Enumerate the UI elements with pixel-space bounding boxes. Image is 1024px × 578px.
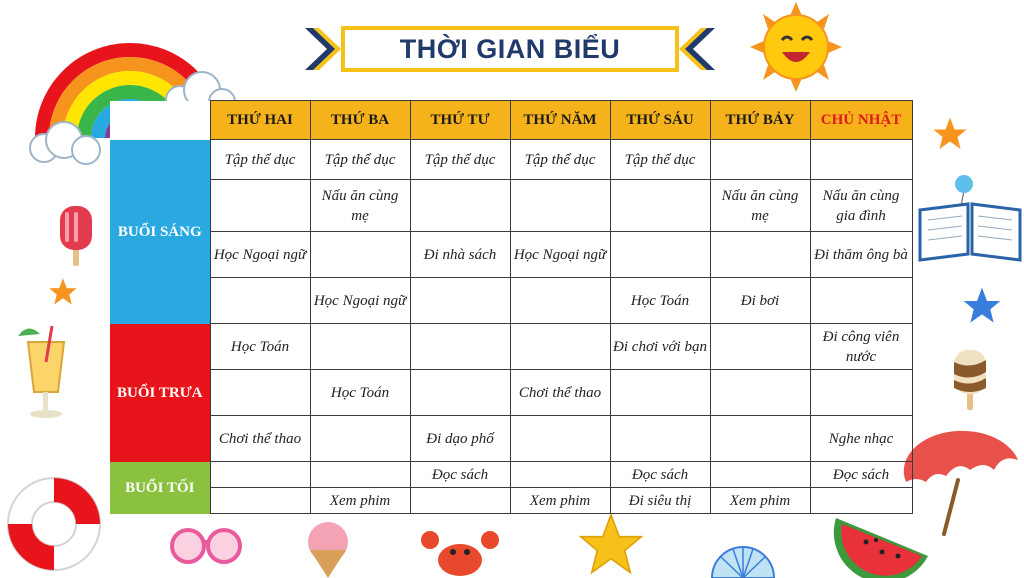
table-cell [510, 324, 610, 370]
header-row [110, 101, 912, 140]
table-cell: Đi siêu thị [610, 488, 710, 514]
table-cell: Xem phim [510, 488, 610, 514]
table-row [110, 462, 912, 488]
table-cell [210, 278, 310, 324]
table-cell: Học Ngoại ngữ [510, 232, 610, 278]
table-cell: Tập thể dục [410, 140, 510, 180]
corner-cell [110, 101, 210, 140]
table-cell: Học Toán [210, 324, 310, 370]
table-cell: Học Toán [610, 278, 710, 324]
day-header-saturday: THỨ BẢY [710, 101, 810, 140]
starfish-icon [578, 512, 644, 578]
table-row [110, 180, 912, 232]
table-cell: Đi nhà sách [410, 232, 510, 278]
table-row [110, 488, 912, 514]
table-cell [610, 370, 710, 416]
juice-glass-icon [8, 322, 80, 422]
table-row [110, 416, 912, 462]
table-row [110, 278, 912, 324]
day-header-tuesday: THỨ BA [310, 101, 410, 140]
table-row [110, 324, 912, 370]
sunglasses-icon [168, 516, 244, 568]
table-cell: Tập thể dục [310, 140, 410, 180]
day-header-friday: THỨ SÁU [610, 101, 710, 140]
table-cell: Nghe nhạc [810, 416, 912, 462]
day-header-wednesday: THỨ TƯ [410, 101, 510, 140]
table-cell [710, 462, 810, 488]
table-cell [210, 462, 310, 488]
table-cell [510, 180, 610, 232]
table-cell: Tập thể dục [210, 140, 310, 180]
sun-icon [748, 2, 844, 92]
ice-cream-cone-icon [298, 520, 358, 578]
star-icon [48, 277, 78, 307]
session-evening-label: BUỔI TỐI [110, 462, 210, 514]
table-cell [410, 488, 510, 514]
table-cell [610, 232, 710, 278]
table-cell: Tập thể dục [510, 140, 610, 180]
table-cell [610, 416, 710, 462]
table-row [110, 140, 912, 180]
table-row [110, 370, 912, 416]
table-cell: Nấu ăn cùng gia đình [810, 180, 912, 232]
table-cell [410, 370, 510, 416]
table-cell [610, 180, 710, 232]
table-cell: Xem phim [310, 488, 410, 514]
table-cell: Học Ngoại ngữ [210, 232, 310, 278]
table-cell [410, 324, 510, 370]
table-cell [710, 416, 810, 462]
table-cell [710, 232, 810, 278]
popsicle-icon [56, 204, 96, 268]
table-cell [510, 278, 610, 324]
table-cell [310, 232, 410, 278]
table-cell [810, 370, 912, 416]
day-header-sunday: CHỦ NHẬT [810, 101, 912, 140]
table-cell [410, 180, 510, 232]
table-row [110, 232, 912, 278]
day-header-monday: THỨ HAI [210, 101, 310, 140]
table-cell: Chơi thể thao [510, 370, 610, 416]
table-cell: Xem phim [710, 488, 810, 514]
table-cell: Đọc sách [610, 462, 710, 488]
session-noon-label: BUỔI TRƯA [110, 324, 210, 462]
life-ring-icon [0, 464, 112, 578]
open-book-icon [916, 170, 1024, 262]
table-cell [310, 416, 410, 462]
table-cell [210, 180, 310, 232]
table-cell: Đọc sách [810, 462, 912, 488]
table-cell [210, 370, 310, 416]
table-cell: Học Toán [310, 370, 410, 416]
ice-cream-bar-icon [950, 348, 990, 412]
table-cell [310, 324, 410, 370]
table-cell: Đi thăm ông bà [810, 232, 912, 278]
table-cell: Đi dạo phố [410, 416, 510, 462]
table-cell [410, 278, 510, 324]
table-cell: Đi chơi với bạn [610, 324, 710, 370]
table-cell [210, 488, 310, 514]
day-header-thursday: THỨ NĂM [510, 101, 610, 140]
crab-icon [418, 526, 502, 578]
table-cell: Chơi thể thao [210, 416, 310, 462]
table-cell: Nấu ăn cùng mẹ [310, 180, 410, 232]
table-cell [710, 140, 810, 180]
table-cell: Học Ngoại ngữ [310, 278, 410, 324]
table-cell [810, 278, 912, 324]
table-cell [710, 370, 810, 416]
seashell-icon [708, 534, 778, 578]
star-icon [962, 286, 1002, 326]
page-title: THỜI GIAN BIỂU [399, 33, 621, 64]
table-cell [510, 462, 610, 488]
beach-umbrella-icon [900, 430, 1024, 540]
table-cell: Đi bơi [710, 278, 810, 324]
table-cell [310, 462, 410, 488]
table-cell [510, 416, 610, 462]
table-cell [810, 140, 912, 180]
table-cell: Nấu ăn cùng mẹ [710, 180, 810, 232]
table-cell: Đọc sách [410, 462, 510, 488]
star-icon [932, 116, 968, 152]
timetable [110, 100, 913, 514]
session-morning-label: BUỔI SÁNG [110, 140, 210, 324]
table-cell [710, 324, 810, 370]
table-cell [810, 488, 912, 514]
table-cell: Đi công viên nước [810, 324, 912, 370]
table-cell: Tập thể dục [610, 140, 710, 180]
